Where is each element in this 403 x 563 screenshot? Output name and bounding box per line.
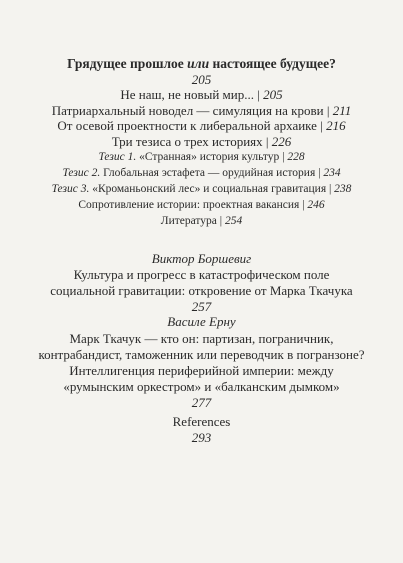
toc-entry: Сопротивление истории: проектная вакансия | 246 — [78, 199, 325, 211]
toc-entry: От осевой проектности к либеральной архаике | 216 — [57, 118, 346, 133]
toc-entry-text: Три тезиса о трех историях — [111, 134, 263, 149]
toc-entry-text: «Странная» история культур — [139, 151, 280, 163]
toc-entry-text: Глобальная эстафета — орудийная история — [103, 167, 316, 179]
toc-entry-page: 226 — [271, 134, 292, 149]
toc-entry-page: 234 — [323, 167, 341, 179]
toc-entry-text: От осевой проектности к либеральной архаике — [57, 118, 317, 133]
references-label: References — [172, 414, 231, 429]
toc-entry-page: 216 — [326, 118, 346, 133]
toc-entry-page: 254 — [224, 215, 243, 227]
toc-entry: Три тезиса о трех историях | 226 — [111, 134, 292, 149]
toc-entry: Литература | 254 — [160, 215, 243, 227]
toc-entry-text: Не наш, не новый мир... — [120, 87, 254, 102]
section-title-part: настоящее будущее? — [209, 56, 336, 71]
toc-entry-text: Сопротивление истории: проектная вакансия — [78, 199, 300, 211]
toc-entry: Не наш, не новый мир... | 205 — [120, 87, 283, 102]
toc-entry-page: 211 — [332, 103, 352, 118]
essay-title-line: «румынским оркестром» и «балканским дымком» — [63, 379, 340, 394]
toc-entry-page: 205 — [263, 87, 283, 102]
essay-title-line: Марк Ткачук — кто он: партизан, пограничник, — [69, 331, 334, 346]
essay-title-line: социальной гравитации: откровение от Марка Ткачука — [50, 283, 353, 298]
section-title — [0, 56, 403, 72]
toc-thesis: Тезис 1. «Странная» история культур | 228 — [98, 151, 305, 163]
toc-entry-page: 238 — [334, 183, 352, 195]
essay-title-line: контрабандист, таможенник или переводчик в погранзоне? — [38, 347, 365, 362]
toc-thesis: Тезис 2. Глобальная эстафета — орудийная история | 234 — [62, 167, 341, 179]
toc-thesis: Тезис 3. «Кроманьонский лес» и социальная гравитация | 238 — [51, 183, 352, 195]
essay-title-line: Культура и прогресс в катастрофическом поле — [73, 267, 330, 282]
thesis-label: Тезис 2. — [62, 167, 101, 179]
toc-entry-text: «Кроманьонский лес» и социальная гравитация — [92, 183, 327, 195]
thesis-label: Тезис 3. — [51, 183, 90, 195]
toc-entry-page: 228 — [287, 151, 305, 163]
section-title-part: Грядущее прошлое — [67, 56, 188, 71]
toc-entry-text: Литература — [160, 215, 217, 227]
section-title-page: 205 — [191, 72, 212, 87]
references-page: 293 — [191, 430, 212, 445]
toc-entry-page: 246 — [307, 199, 325, 211]
essay-page: 257 — [191, 299, 212, 314]
section-title-italic: или — [187, 56, 210, 71]
toc-entry-text: Патриархальный новодел — симуляция на крови — [51, 103, 324, 118]
essay-author: Виктор Боршевиг — [151, 251, 252, 266]
essay-author: Василе Ерну — [167, 314, 236, 329]
essay-title-line: Интеллигенция периферийной империи: между — [69, 363, 334, 378]
thesis-label: Тезис 1. — [98, 151, 137, 163]
toc-entry: Патриархальный новодел — симуляция на крови | 211 — [51, 103, 352, 118]
essay-page: 277 — [191, 395, 212, 410]
